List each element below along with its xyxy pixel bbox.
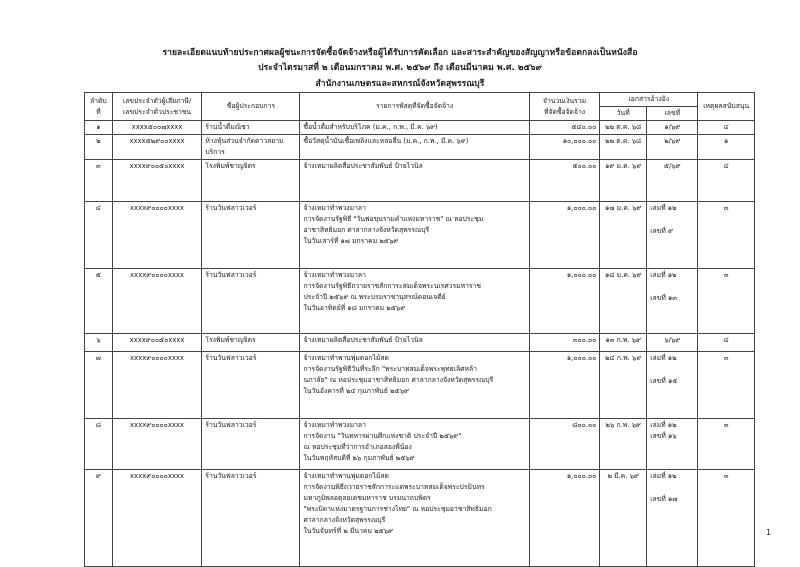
cell-no: ๒ [85,135,113,160]
table-row [85,135,755,160]
cell-no: ๕ [85,269,113,334]
cell-no: ๔ [85,202,113,269]
cell-docno: เล่มที่ ๑๒ เลขที่ ๑๓ [647,269,698,334]
cell-docno: เล่มที่ ๑๒ เลขที่ ๑๕ [647,352,698,419]
cell-docno: ๑/๖๙ [647,121,698,135]
cell-vendor: ร้านวันฟลาวเวอร์ [202,470,300,567]
cell-no: ๓ [85,160,113,202]
col-header-no: ลำดับที่ [85,93,113,121]
cell-date: ๑๙ ม.ค. ๖๙ [600,160,647,202]
cell-item: จ้างเหมาทำพานพุ่มดอกไม้สด การจัดงานรัฐพิธีวันที่ระลึก "พระบาทสมเด็จพระพุทธเลิศหล้า นภาลัย" ณ หอประชุมอาชาสิทธิมอก ศาลากลางจังหวัดสุพรรณบุรี ในวันอังคารที่ ๒๔ กุมภาพันธ์ ๒๕๖๙ [300,352,529,419]
cell-vendor: ร้านวันฟลาวเวอร์ [202,419,300,470]
doc-title-line-2: ประจำไตรมาสที่ ๒ เดือนมกราคม พ.ศ. ๒๕๖๙ ถึง เดือนมีนาคม พ.ศ. ๒๕๖๙ [258,63,542,73]
cell-vendor: ร้านวันฟลาวเวอร์ [202,202,300,269]
cell-amount: ๓๐๐.๐๐ [529,334,599,352]
cell-vendor: โรงพิมพ์ชาญจิตร [202,160,300,202]
page-number: 1 [766,528,772,537]
cell-date: ๒๖ ก.พ. ๖๙ [600,419,647,470]
cell-date: ๑๘ ม.ค. ๖๙ [600,269,647,334]
cell-date: ๒๒ ต.ค. ๖๘ [600,121,647,135]
table-body [85,121,755,567]
cell-amount: ๑,๐๐๐.๐๐ [529,470,599,567]
cell-taxid: xxxx๕๐๐๗xxxx [112,121,202,135]
cell-docno: เล่มที่ ๑๒ เลขที่ ๑๗ [647,470,698,567]
cell-no: ๗ [85,352,113,419]
cell-item: จ้างเหมาทำพานพุ่มดอกไม้สด การจัดงานพิธีถวายราชสักการะแด่พระบาทสมเด็จพระปรมินทร มหาภูมิพลอดุลยเดชมหาราช บรมนาถบพิตร "พระบิดาแห่งมาตรฐานการช่างไทย" ณ หอประชุมอาชาสิทธิมอก ศาลากลางจังหวัดสุพรรณบุรี ในวันจันทร์ที่ ๒ มีนาคม ๒๕๖๙ [300,470,529,567]
cell-reason: ๓ [698,419,755,470]
table-row [85,202,755,269]
cell-taxid: xxxx๙๐๐๐๐xxxx [112,352,202,419]
cell-item: จ้างเหมาผลิตสื่อประชาสัมพันธ์ ป้ายไวนิล [300,334,529,352]
cell-reason: ๑ [698,135,755,160]
table-row [85,121,755,135]
cell-date: ๑๓ ก.พ. ๖๙ [600,334,647,352]
cell-item: ซื้อน้ำดื่มสำหรับบริโภค (ม.ค., ก.พ., มี.ค. ๖๙) [300,121,529,135]
procurement-table [84,92,755,567]
cell-amount: ๑,๐๐๐.๐๐ [529,352,599,419]
cell-date: ๒๔ ก.พ. ๖๙ [600,352,647,419]
table-row [85,352,755,419]
table-row [85,419,755,470]
table-row [85,160,755,202]
cell-date: ๒ มี.ค. ๖๙ [600,470,647,567]
doc-title-line-3: สำนักงานเกษตรและสหกรณ์จังหวัดสุพรรณบุรี [315,79,485,89]
table-row [85,269,755,334]
cell-reason: ๓ [698,269,755,334]
col-header-item: รายการพัสดุที่จัดซื้อจัดจ้าง [300,93,529,121]
cell-taxid: xxxx๕๒๙๐๐xxxx [112,135,202,160]
table-row [85,470,755,567]
cell-docno: ๕/๖๙ [647,160,698,202]
cell-no: ๙ [85,470,113,567]
cell-date: ๑๗ ม.ค. ๖๙ [600,202,647,269]
cell-vendor: ห้างหุ้นส่วนจำกัดดาวสยามบริการ [202,135,300,160]
cell-taxid: xxxx๙๐๐๐๐xxxx [112,470,202,567]
cell-vendor: ร้านน้ำดื่มณิชา [202,121,300,135]
col-header-docno: เลขที่ [647,107,698,121]
cell-amount: ๕๔๐.๐๐ [529,121,599,135]
cell-reason: ๓ [698,202,755,269]
cell-reason: ๓ [698,352,755,419]
col-header-amount: จำนวนเงินรวม ที่จัดซื้อจัดจ้าง [529,93,599,121]
col-header-reason: เหตุผลสนับสนุน [698,93,755,121]
cell-amount: ๑๐,๐๐๐.๐๐ [529,135,599,160]
col-header-taxid: เลขประจำตัวผู้เสียภาษี/ เลขประจำตัวประชาชน [112,93,202,121]
cell-vendor: โรงพิมพ์ชาญจิตร [202,334,300,352]
cell-no: ๘ [85,419,113,470]
cell-no: ๑ [85,121,113,135]
cell-amount: ๕๐๐.๐๐ [529,160,599,202]
col-header-ref: เอกสารอ้างอิง [600,93,698,107]
cell-amount: ๘๐๐.๐๐ [529,419,599,470]
cell-docno: เล่มที่ ๑๒ เลขที่ ๑๖ [647,419,698,470]
cell-amount: ๑,๐๐๐.๐๐ [529,202,599,269]
cell-item: ซื้อวัสดุน้ำมันเชื้อเพลิงและหล่อลื่น (ม.ค., ก.พ., มี.ค. ๖๙) [300,135,529,160]
cell-vendor: ร้านวันฟลาวเวอร์ [202,269,300,334]
cell-docno: ๖/๖๙ [647,334,698,352]
cell-reason: ๔ [698,160,755,202]
cell-reason: ๔ [698,334,755,352]
table-row [85,334,755,352]
cell-reason: ๔ [698,121,755,135]
cell-taxid: xxxx๙๐๐๐๐xxxx [112,202,202,269]
cell-item: จ้างเหมาทำพวงมาลา การจัดงาน "วันทหารผ่านศึกแห่งชาติ ประจำปี ๒๕๖๙" ณ หอประชุมที่ว่าการอำเภอสองพี่น้อง ในวันพฤหัสบดีที่ ๒๖ กุมภาพันธ์ ๒๕๖๙ [300,419,529,470]
cell-taxid: xxxx๙๐๐๐๐xxxx [112,419,202,470]
cell-taxid: xxxx๙๐๐๕๐xxxx [112,160,202,202]
cell-docno: เล่มที่ ๑๒ เลขที่ ๙ [647,202,698,269]
cell-item: จ้างเหมาทำพวงมาลา การจัดงานรัฐพิธี "วันพ่อขุนรามคำแหงมหาราช" ณ หอประชุม อาชาสิทธิมอก ศาลากลางจังหวัดสุพรรณบุรี ในวันเสาร์ที่ ๑๗ มกราคม ๒๕๖๙ [300,202,529,269]
cell-item: จ้างเหมาผลิตสื่อประชาสัมพันธ์ ป้ายไวนิล [300,160,529,202]
cell-reason: ๓ [698,470,755,567]
cell-item: จ้างเหมาทำพวงมาลา การจัดงานรัฐพิธีถวายราชสักการะสมเด็จพระนเรศวรมหาราช ประจำปี ๒๕๖๙ ณ พระบรมราชานุสรณ์ดอนเจดีย์ ในวันอาทิตย์ที่ ๑๘ มกราคม ๒๕๖๙ [300,269,529,334]
col-header-vendor: ชื่อผู้ประกอบการ [202,93,300,121]
cell-no: ๖ [85,334,113,352]
col-header-date: วันที่ [600,107,647,121]
doc-title-line-1: รายละเอียดแนบท้ายประกาศผลผู้ชนะการจัดซื้อจัดจ้างหรือผู้ได้รับการคัดเลือก และสาระสำคัญของสัญญาหรือข้อตกลงเป็นหนังสือ [162,48,638,58]
cell-taxid: xxxx๙๐๐๕๐xxxx [112,334,202,352]
cell-docno: ๒/๖๙ [647,135,698,160]
cell-vendor: ร้านวันฟลาวเวอร์ [202,352,300,419]
cell-taxid: xxxx๙๐๐๐๐xxxx [112,269,202,334]
cell-amount: ๑,๐๐๐.๐๐ [529,269,599,334]
cell-date: ๒๒ ต.ค. ๖๘ [600,135,647,160]
